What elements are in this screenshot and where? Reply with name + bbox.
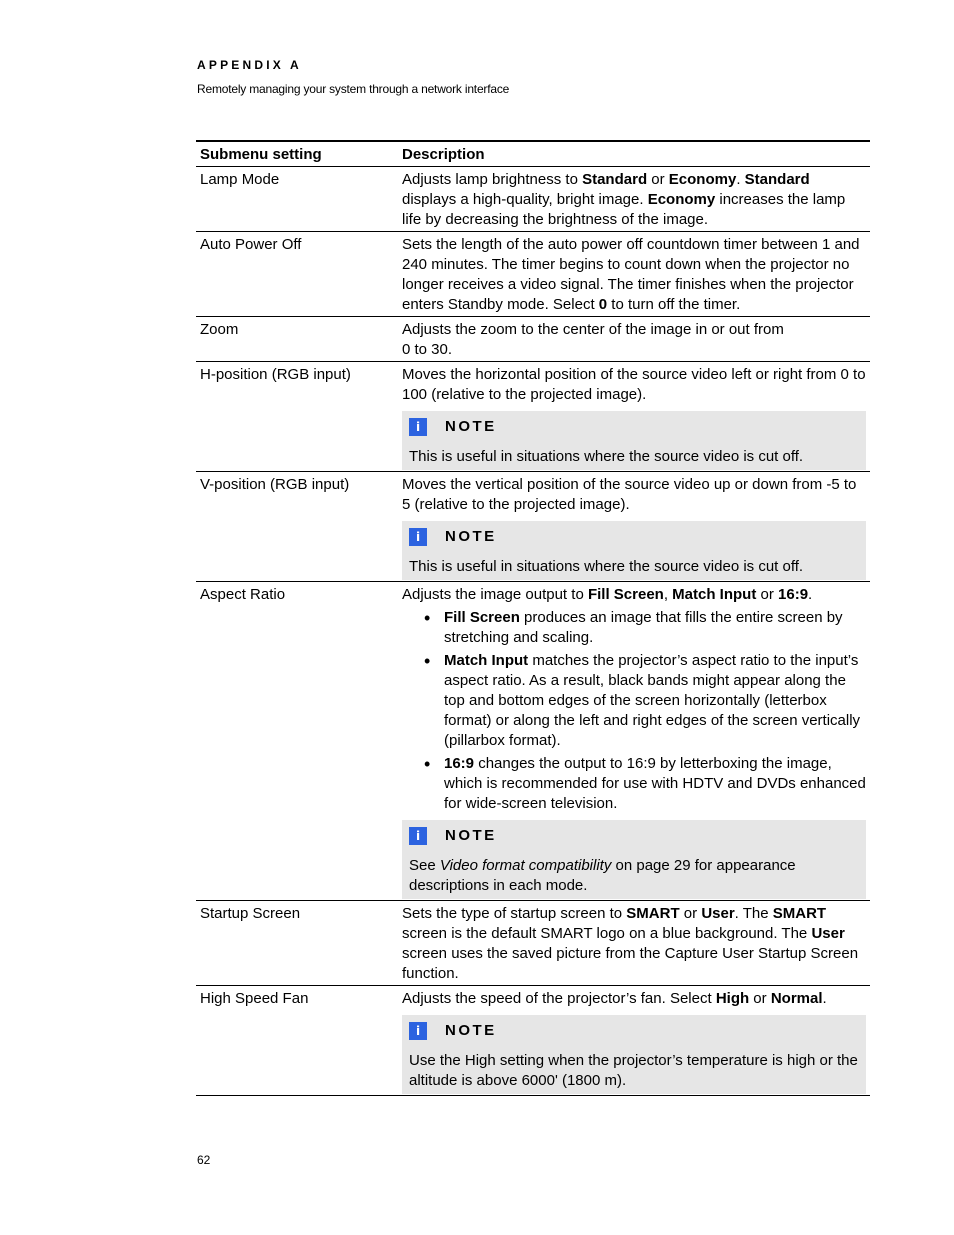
text-run: See xyxy=(409,857,440,874)
bold-text: Match Input xyxy=(672,586,757,603)
description-text xyxy=(402,365,866,405)
text-run: increases the lamp life by decreasing the brightness of the image. xyxy=(402,191,846,228)
note-label: NOTE xyxy=(445,827,497,844)
text-run: produces an image that fills the entire screen by stretching and scaling. xyxy=(444,609,843,646)
info-icon: i xyxy=(409,418,427,436)
bold-text: Fill Screen xyxy=(587,586,664,603)
bold-text: 16:9 xyxy=(444,755,475,772)
bold-text: SMART xyxy=(626,905,680,922)
submenu-setting-cell: Zoom xyxy=(200,321,239,338)
submenu-setting-cell: V-position (RGB input) xyxy=(200,476,350,493)
bold-text: Standard xyxy=(582,171,648,188)
submenu-setting-cell: Lamp Mode xyxy=(200,171,280,188)
text-run: to turn off the timer. xyxy=(607,296,741,313)
text-run: Adjusts lamp brightness to xyxy=(402,171,583,188)
table-row xyxy=(196,472,870,582)
description-text xyxy=(402,320,866,360)
list-item xyxy=(402,608,866,648)
note-label: NOTE xyxy=(445,528,497,545)
note-header xyxy=(409,527,858,547)
text-run: Use the High setting when the projector’s temperature is high or the altitude is above 6000' (1800 m). xyxy=(409,1052,858,1089)
description-text xyxy=(402,989,866,1009)
text-run: . The xyxy=(734,905,773,922)
submenu-setting-cell: High Speed Fan xyxy=(200,990,309,1007)
bold-text: 16:9 xyxy=(778,586,809,603)
chapter-subtitle: Remotely managing your system through a network interface xyxy=(197,82,510,96)
table-row xyxy=(196,582,870,901)
table-row xyxy=(196,232,870,317)
info-icon: i xyxy=(409,827,427,845)
text-run: . xyxy=(736,171,745,188)
note-box xyxy=(402,411,866,470)
text-run: , xyxy=(663,586,673,603)
note-text xyxy=(409,1051,858,1091)
appendix-label: APPENDIX A xyxy=(197,58,302,72)
bold-text: 0 xyxy=(598,296,608,313)
submenu-setting-cell: H-position (RGB input) xyxy=(200,366,351,383)
text-run: on page 29 for appearance descriptions in each mode. xyxy=(409,857,796,894)
note-header xyxy=(409,826,858,846)
description-cell xyxy=(398,582,870,901)
bold-text: Fill Screen xyxy=(444,609,520,626)
header-description: Description xyxy=(402,146,485,163)
note-text xyxy=(409,557,858,577)
table-row xyxy=(196,986,870,1096)
description-text xyxy=(402,235,866,315)
page-number: 62 xyxy=(197,1153,211,1167)
table-row xyxy=(196,362,870,472)
bold-text: High xyxy=(715,990,750,1007)
note-header xyxy=(409,1021,858,1041)
note-label: NOTE xyxy=(445,1022,497,1039)
header-submenu-setting: Submenu setting xyxy=(200,146,322,163)
text-run: Adjusts the zoom to the center of the image in or out from 0 to 30. xyxy=(402,321,784,358)
table-body xyxy=(196,167,870,1096)
text-run: Adjusts the image output to xyxy=(402,586,588,603)
description-text xyxy=(402,585,866,605)
bold-text: Economy xyxy=(668,171,737,188)
list-item xyxy=(402,651,866,751)
note-header xyxy=(409,417,858,437)
bold-text: SMART xyxy=(772,905,827,922)
list-item xyxy=(402,754,866,814)
bullet-list xyxy=(402,608,866,814)
note-label: NOTE xyxy=(445,418,497,435)
bold-text: Economy xyxy=(647,191,716,208)
text-run: screen uses the saved picture from the Capture User Startup Screen function. xyxy=(402,945,859,982)
note-text xyxy=(409,856,858,896)
text-run: Sets the type of startup screen to xyxy=(402,905,627,922)
text-run: . xyxy=(808,586,813,603)
bold-text: User xyxy=(811,925,845,942)
italic-link-text: Video format compatibility xyxy=(439,857,612,874)
note-text xyxy=(409,447,858,467)
table-row xyxy=(196,167,870,232)
note-box xyxy=(402,1015,866,1094)
table-row xyxy=(196,901,870,986)
bold-text: User xyxy=(701,905,735,922)
description-text xyxy=(402,475,866,515)
description-cell xyxy=(398,317,870,362)
note-box xyxy=(402,521,866,580)
bold-text: Normal xyxy=(770,990,823,1007)
description-text xyxy=(402,170,866,230)
submenu-setting-cell: Aspect Ratio xyxy=(200,586,286,603)
table-row xyxy=(196,317,870,362)
bold-text: Match Input xyxy=(444,652,529,669)
text-run: matches the projector’s aspect ratio to the input’s aspect ratio. As a result, black bands might appear along the top and bottom edges of the screen horizontally (letterbox format) or along the left and right edges of the screen vertically (pillarbox format). xyxy=(444,652,861,749)
submenu-setting-cell: Auto Power Off xyxy=(200,236,302,253)
description-cell xyxy=(398,901,870,986)
submenu-setting-cell: Startup Screen xyxy=(200,905,301,922)
text-run: displays a high-quality, bright image. xyxy=(402,191,648,208)
bold-text: Standard xyxy=(744,171,810,188)
text-run: or xyxy=(749,990,771,1007)
description-text xyxy=(402,904,866,984)
description-cell xyxy=(398,362,870,472)
info-icon: i xyxy=(409,1022,427,1040)
text-run: Moves the horizontal position of the source video left or right from 0 to 100 (relative to the projected image). xyxy=(402,366,866,403)
description-cell xyxy=(398,986,870,1096)
text-run: Sets the length of the auto power off countdown timer between 1 and 240 minutes. The timer begins to count down when the projector no longer receives a video signal. The timer finishes when the projector enters Standby mode. Select xyxy=(402,236,860,313)
text-run: changes the output to 16:9 by letterboxing the image, which is recommended for use with HDTV and DVDs enhanced for wide-screen television. xyxy=(444,755,866,812)
text-run: or xyxy=(756,586,779,603)
table-header-row xyxy=(196,141,870,167)
text-run: or xyxy=(647,171,669,188)
description-cell xyxy=(398,472,870,582)
text-run: Adjusts the speed of the projector’s fan. Select xyxy=(402,990,716,1007)
text-run: or xyxy=(679,905,702,922)
description-cell xyxy=(398,167,870,232)
text-run: Moves the vertical position of the source video up or down from -5 to 5 (relative to the projected image). xyxy=(402,476,857,513)
text-run: screen is the default SMART logo on a blue background. The xyxy=(402,925,812,942)
description-cell xyxy=(398,232,870,317)
info-icon: i xyxy=(409,528,427,546)
text-run: This is useful in situations where the source video is cut off. xyxy=(409,448,804,465)
text-run: This is useful in situations where the source video is cut off. xyxy=(409,558,804,575)
settings-table xyxy=(196,140,870,1096)
note-box xyxy=(402,820,866,899)
text-run: . xyxy=(822,990,827,1007)
